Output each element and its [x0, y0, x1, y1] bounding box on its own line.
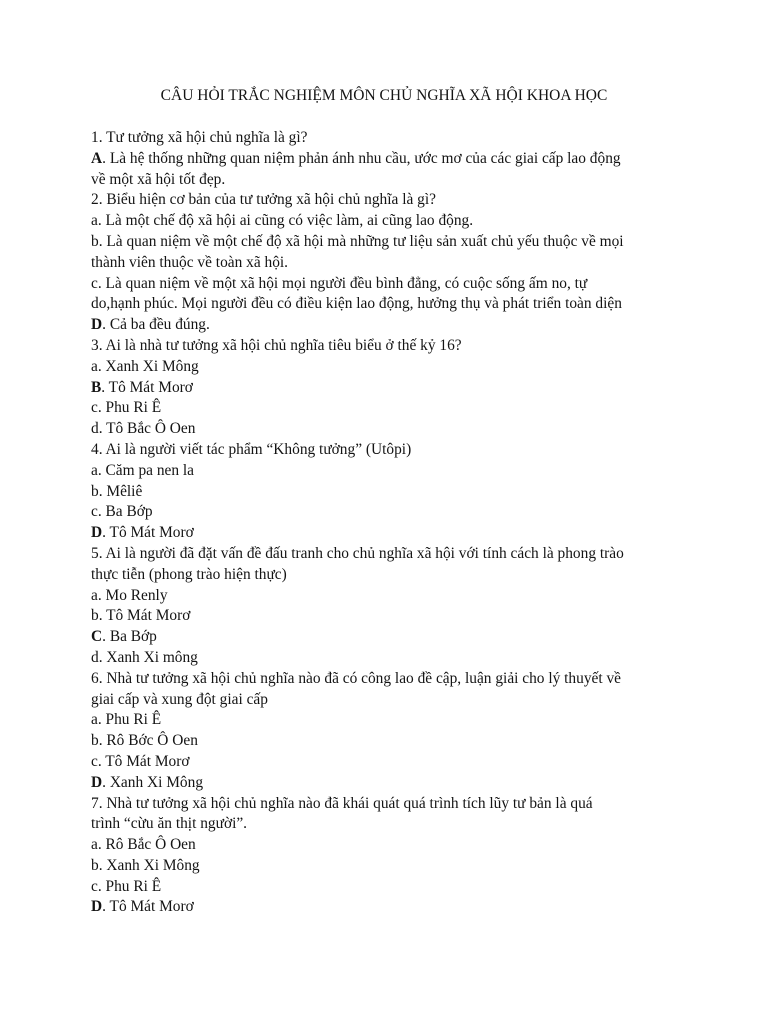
text-line	[91, 752, 691, 773]
text-line	[91, 378, 691, 399]
line-text: trình “cừu ăn thịt người”.	[91, 815, 248, 833]
text-line	[91, 190, 691, 211]
answer-letter: D	[91, 524, 103, 542]
text-line	[91, 544, 691, 565]
document-body	[91, 128, 691, 918]
text-line	[91, 586, 691, 607]
line-text: 4. Ai là người viết tác phẩm “Không tưởng” (Utôpi)	[91, 440, 412, 458]
answer-letter: D	[91, 773, 103, 791]
line-text: c. Phu Ri Ê	[91, 877, 162, 895]
line-text: a. Phu Ri Ê	[91, 711, 162, 729]
line-text: do,hạnh phúc. Mọi người đều có điều kiện lao động, hưởng thụ và phát triển toàn diện	[91, 295, 622, 313]
line-text: c. Phu Ri Ê	[91, 399, 162, 417]
line-text: c. Ba Bớp	[91, 503, 153, 521]
text-line	[91, 794, 691, 815]
line-text: về một xã hội tốt đẹp.	[91, 170, 226, 188]
line-text: d. Tô Bắc Ô Oen	[91, 420, 196, 438]
answer-letter: A	[91, 149, 103, 167]
text-line	[91, 315, 691, 336]
text-line	[91, 128, 691, 149]
line-text: . Cả ba đều đúng.	[102, 316, 210, 334]
line-text: b. Mêliê	[91, 482, 143, 500]
text-line	[91, 502, 691, 523]
text-line	[91, 336, 691, 357]
text-line	[91, 835, 691, 856]
text-line	[91, 897, 691, 918]
text-line	[91, 294, 691, 315]
text-line	[91, 877, 691, 898]
line-text: . Ba Bớp	[102, 628, 157, 646]
text-line	[91, 149, 691, 170]
text-line	[91, 211, 691, 232]
line-text: . Tô Mát Morơ	[102, 898, 194, 916]
line-text: b. Xanh Xi Mông	[91, 856, 200, 874]
line-text: 3. Ai là nhà tư tưởng xã hội chủ nghĩa tiêu biểu ở thế kỷ 16?	[91, 336, 462, 354]
text-line	[91, 710, 691, 731]
document-title: CÂU HỎI TRẮC NGHIỆM MÔN CHỦ NGHĨA XÃ HỘI KHOA HỌC	[160, 87, 608, 104]
line-text: . Là hệ thống những quan niệm phản ánh nhu cầu, ước mơ của các giai cấp lao động	[102, 149, 621, 167]
line-text: a. Là một chế độ xã hội ai cũng có việc làm, ai cũng lao động.	[91, 212, 474, 230]
line-text: b. Rô Bớc Ô Oen	[91, 732, 198, 750]
answer-letter: D	[91, 316, 103, 334]
line-text: 5. Ai là người đã đặt vấn đề đấu tranh cho chủ nghĩa xã hội với tính cách là phong trào	[91, 544, 624, 562]
line-text: b. Tô Mát Morơ	[91, 607, 191, 625]
line-text: 7. Nhà tư tưởng xã hội chủ nghĩa nào đã khái quát quá trình tích lũy tư bản là quá	[91, 794, 593, 812]
text-line	[91, 482, 691, 503]
line-text: 2. Biểu hiện cơ bản của tư tưởng xã hội chủ nghĩa là gì?	[91, 191, 436, 209]
line-text: thực tiễn (phong trào hiện thực)	[91, 565, 287, 583]
line-text: a. Xanh Xi Mông	[91, 357, 199, 375]
line-text: b. Là quan niệm về một chế độ xã hội mà những tư liệu sản xuất chủ yếu thuộc về mọi	[91, 232, 624, 250]
text-line	[91, 398, 691, 419]
text-line	[91, 253, 691, 274]
line-text: c. Là quan niệm về một xã hội mọi người đều bình đẳng, có cuộc sống ấm no, tự	[91, 274, 588, 292]
line-text: a. Căm pa nen la	[91, 461, 194, 479]
text-line	[91, 232, 691, 253]
text-line	[91, 690, 691, 711]
line-text: a. Mo Renly	[91, 586, 168, 604]
text-line	[91, 170, 691, 191]
line-text: giai cấp và xung đột giai cấp	[91, 690, 268, 708]
text-line	[91, 274, 691, 295]
answer-letter: D	[91, 898, 103, 916]
line-text: a. Rô Bắc Ô Oen	[91, 836, 196, 854]
answer-letter: B	[91, 378, 102, 396]
text-line	[91, 419, 691, 440]
line-text: 1. Tư tưởng xã hội chủ nghĩa là gì?	[91, 129, 308, 146]
line-text: c. Tô Mát Morơ	[91, 752, 190, 770]
text-line	[91, 731, 691, 752]
text-line	[91, 565, 691, 586]
text-line	[91, 606, 691, 627]
text-line	[91, 440, 691, 461]
text-line	[91, 357, 691, 378]
line-text: thành viên thuộc về toàn xã hội.	[91, 253, 289, 271]
line-text: 6. Nhà tư tưởng xã hội chủ nghĩa nào đã có công lao đề cập, luận giải cho lý thuyết về	[91, 669, 621, 687]
text-line	[91, 461, 691, 482]
line-text: . Tô Mát Morơ	[101, 378, 193, 396]
line-text: . Xanh Xi Mông	[102, 773, 204, 791]
text-line	[91, 669, 691, 690]
line-text: d. Xanh Xi mông	[91, 648, 198, 666]
text-line	[91, 814, 691, 835]
text-line	[91, 523, 691, 544]
text-line	[91, 773, 691, 794]
text-line	[91, 627, 691, 648]
line-text: . Tô Mát Morơ	[102, 524, 194, 542]
text-line	[91, 856, 691, 877]
answer-letter: C	[91, 628, 103, 646]
text-line	[91, 648, 691, 669]
